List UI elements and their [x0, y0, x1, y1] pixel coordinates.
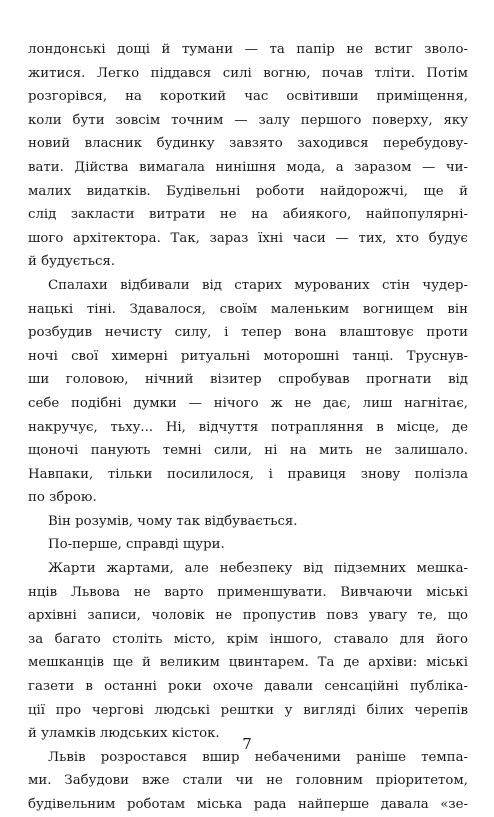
text-line: ночі свої химерні ритуальні моторошні танці. Труснув-	[28, 348, 468, 364]
text-line: лондонські дощі й тумани — та папір не встиг зволо-	[28, 42, 468, 57]
text-line: Навпаки, тільки посилилося, і правиця знову полізла	[28, 466, 468, 482]
body-text	[28, 38, 468, 817]
text-line: ції про чергові людські рештки у вигляді білих черепів	[28, 702, 468, 718]
page-number: 7	[242, 735, 252, 753]
text-line: за багато століть місто, крім іншого, ставало для його	[28, 631, 468, 647]
text-line: мешканців ще й великим цвинтарем. Та де архіви: міські	[28, 655, 468, 671]
text-line: себе подібні думки — нічого ж не дає, лиш нагнітає,	[28, 395, 468, 411]
text-line: розгорівся, на короткий час освітивши приміщення,	[28, 89, 468, 105]
text-line: слід закласти витрати не на абиякого, найпопулярні-	[28, 207, 468, 223]
text-line: ми. Забудови вже стали чи не головним пріоритетом,	[28, 773, 468, 789]
text-line: Він розумів, чому так відбувається.	[48, 513, 298, 529]
text-line: й уламків людських кісток.	[28, 726, 220, 742]
text-line: коли бути зовсім точним — залу першого поверху, яку	[28, 112, 468, 128]
text-line: Жарти жартами, але небезпеку від підземних мешка-	[48, 561, 468, 577]
text-line: архівні записи, чоловік не пропустив повз увагу те, що	[28, 608, 468, 624]
text-line: вати. Дійства вимагала нинішня мода, а заразом — чи-	[28, 159, 468, 175]
text-line: ши головою, нічний візитер спробував прогнати від	[28, 372, 468, 388]
text-line: шого архітектора. Так, зараз їхні часи — тих, хто будує	[28, 230, 468, 246]
text-line: щоночі панують темні сили, ні на мить не залишало.	[28, 443, 468, 459]
text-line: малих видатків. Будівельні роботи найдорожчі, ще й	[28, 183, 468, 199]
text-line: по зброю.	[28, 490, 97, 506]
text-line: газети в останні роки охоче давали сенсаційні публіка-	[28, 679, 468, 695]
text-line: накручує, тьху... Ні, відчуття потрапляння в місце, де	[28, 419, 468, 435]
text-line: новий власник будинку завзято заходився перебудову-	[28, 136, 468, 152]
text-line: Львів розростався вшир небаченими раніше темпа-	[48, 749, 468, 765]
text-line: Спалахи відбивали від старих мурованих стін чудер-	[48, 277, 468, 293]
text-line: житися. Легко піддався силі вогню, почав тліти. Потім	[28, 65, 468, 81]
text-line: По-перше, справді щури.	[48, 537, 225, 553]
text-line: нацькі тіні. Здавалося, своїм маленьким вогнищем він	[28, 301, 468, 317]
text-line: будівельним роботам міська рада найперше давала «зе-	[28, 797, 468, 812]
text-line: нців Львова не варто применшувати. Вивчаючи міські	[28, 584, 468, 600]
text-line: й будується.	[28, 254, 116, 270]
text-line: розбудив нечисту силу, і тепер вона влаштовує проти	[28, 325, 468, 341]
